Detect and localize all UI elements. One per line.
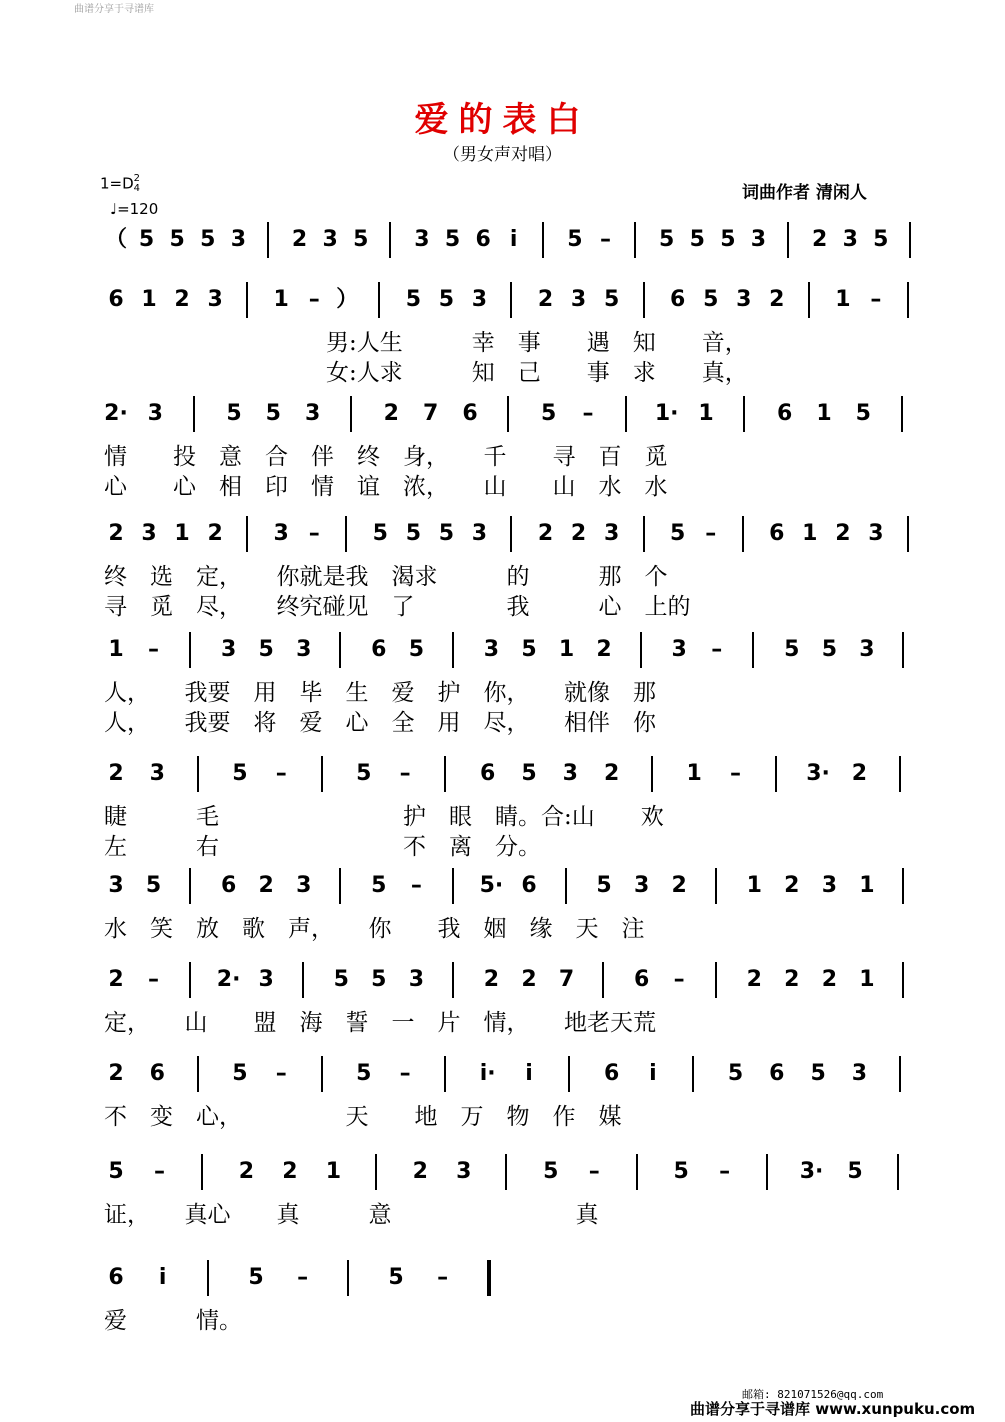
note: 6 [670, 287, 686, 312]
note: i [509, 227, 518, 252]
barline [345, 516, 347, 552]
note: 6 [769, 521, 785, 546]
note: 5 [541, 401, 557, 426]
note: 5 [810, 1061, 826, 1086]
barline [510, 516, 512, 552]
note: 2 [821, 967, 838, 992]
note: – [399, 761, 411, 786]
note: 1 [686, 761, 702, 786]
note: – [588, 1159, 600, 1184]
barline [193, 396, 195, 432]
barline [901, 396, 903, 432]
note: 3 [456, 1159, 472, 1184]
note: 2 [746, 967, 762, 992]
note: 3 [408, 967, 425, 992]
lyric-line: 左 右 不 离 分。 [104, 834, 541, 860]
note: 3 [842, 227, 858, 252]
barline [246, 516, 248, 552]
note: 5 [444, 227, 461, 252]
barline [907, 282, 909, 318]
note: 3 [258, 967, 274, 992]
barline [197, 1056, 199, 1092]
barline [636, 1154, 638, 1190]
note: 1 [558, 637, 575, 662]
note: 1 [698, 401, 714, 426]
barline [347, 1260, 349, 1296]
note: 3 [821, 873, 838, 898]
note: 5 [438, 521, 455, 546]
lyric-line: 爱 情。 [104, 1308, 242, 1334]
note: 5 [356, 761, 372, 786]
note: 5 [405, 521, 422, 546]
note: 3 [859, 637, 875, 662]
note: 2 [108, 967, 124, 992]
note: 1 [816, 401, 832, 426]
note: 3 [220, 637, 237, 662]
note: 5 [543, 1159, 559, 1184]
note: 6 [769, 1061, 785, 1086]
footer-mail: 邮箱: 821071526@qq.com [742, 1388, 884, 1401]
note: 2 [282, 1159, 298, 1184]
note: 6 [777, 401, 793, 426]
note: – [870, 287, 882, 312]
note: – [705, 521, 717, 546]
barline [787, 222, 789, 258]
note: 3 [633, 873, 650, 898]
note: 2 [108, 1061, 124, 1086]
barline [452, 868, 454, 904]
note: 2 [811, 227, 828, 252]
note: – [711, 637, 723, 662]
barline [321, 1056, 323, 1092]
note: 5 [689, 227, 705, 252]
key-label: 1=D [100, 174, 134, 193]
note: 5 [438, 287, 455, 312]
note: 2 [784, 873, 800, 898]
note: – [275, 1061, 287, 1086]
note: – [730, 761, 741, 786]
lyric-line: 女:人求 知 己 事 求 真， [326, 360, 748, 386]
note: 1 [859, 873, 875, 898]
top-watermark: 曲谱分享于寻谱库 [74, 4, 154, 15]
note: – [308, 521, 320, 546]
barline [452, 632, 454, 668]
note: 5 [670, 521, 686, 546]
barline [766, 1154, 768, 1190]
barline [444, 756, 446, 792]
barline [692, 1056, 694, 1092]
barline [201, 1154, 203, 1190]
lyric-line: 证， 真心 真 意 真 [104, 1202, 599, 1228]
tempo-marking: ♩=120 [110, 200, 159, 218]
barline [339, 632, 341, 668]
note: 3 [562, 761, 578, 786]
barline [339, 868, 341, 904]
note: 7 [423, 401, 439, 426]
note: 6 [633, 967, 650, 992]
note: 5 [408, 637, 425, 662]
note: 2 [835, 521, 851, 546]
lyric-line: 寻 觅 尽， 终究碰见 了 我 心 上的 [104, 594, 691, 620]
note: ） [336, 287, 359, 312]
note: 5 [673, 1159, 689, 1184]
lyric-line: 定， 山 盟 海 誓 一 片 情， 地老天荒 [104, 1010, 656, 1036]
note: 2 [784, 967, 800, 992]
note: 1 [174, 521, 190, 546]
note: 5 [567, 227, 583, 252]
barline [775, 756, 777, 792]
barline [715, 868, 717, 904]
note: 6 [603, 1061, 620, 1086]
note: – [410, 873, 422, 898]
barline [189, 632, 191, 668]
barline [643, 282, 645, 318]
barline [389, 222, 391, 258]
note: 6 [108, 287, 124, 312]
note: 3 [414, 227, 430, 252]
note: 2 [596, 637, 612, 662]
lyric-line: 不 变 心， 天 地 万 物 作 媒 [104, 1104, 622, 1130]
note: 3 [296, 873, 312, 898]
barline [197, 756, 199, 792]
note: 5· [479, 873, 504, 898]
barline [302, 962, 304, 998]
note: 5 [784, 637, 800, 662]
note: 5 [226, 401, 242, 426]
note: – [148, 967, 160, 992]
barline [742, 516, 744, 552]
note: 3 [868, 521, 884, 546]
note: 1· [654, 401, 679, 426]
note: 2 [537, 287, 554, 312]
note: 6 [521, 873, 537, 898]
note: 2 [570, 521, 587, 546]
barline [902, 868, 904, 904]
barline [907, 516, 909, 552]
note: 5 [727, 1061, 744, 1086]
lyric-line: 水 笑 放 歌 声， 你 我 姻 缘 天 注 [104, 916, 645, 942]
barline [246, 282, 248, 318]
note: – [308, 287, 320, 312]
time-top: 2 [133, 173, 141, 184]
song-subtitle: （男女声对唱） [443, 145, 562, 165]
note: – [599, 227, 611, 252]
note: 5 [169, 227, 185, 252]
note: 3 [471, 521, 488, 546]
barline [375, 1154, 377, 1190]
barline [752, 632, 754, 668]
note: 5 [596, 873, 612, 898]
barline [542, 222, 544, 258]
note: 1 [108, 637, 124, 662]
note: i [649, 1061, 657, 1086]
note: 1 [325, 1159, 342, 1184]
note: 2 [383, 401, 399, 426]
note: 5 [108, 1159, 124, 1184]
barline [909, 222, 911, 258]
note: 5 [521, 761, 537, 786]
lyric-line: 心 心 相 印 情 谊 浓， 山 山 水 水 [104, 474, 668, 500]
note: 2 [108, 521, 124, 546]
note: 5 [353, 227, 369, 252]
barline [651, 756, 653, 792]
barline [902, 962, 904, 998]
note: 3 [736, 287, 752, 312]
note: 1 [273, 287, 289, 312]
note: 3 [147, 401, 163, 426]
note: 3 [603, 521, 620, 546]
note: 5 [258, 637, 274, 662]
barline [902, 632, 904, 668]
barline [899, 756, 901, 792]
note: 2 [108, 761, 124, 786]
final-barline [487, 1260, 491, 1296]
note: 1 [141, 287, 157, 312]
note: 6 [462, 401, 478, 426]
note: – [153, 1159, 165, 1184]
note: 3 [207, 287, 223, 312]
barline [808, 282, 810, 318]
note: 3 [273, 521, 289, 546]
note: i [525, 1061, 533, 1086]
note: 6 [371, 637, 387, 662]
barline [267, 222, 269, 258]
barline [899, 1056, 901, 1092]
note: 3 [851, 1061, 868, 1086]
note: 2· [104, 401, 128, 426]
barline [189, 962, 191, 998]
time-bottom: 4 [133, 183, 141, 194]
barline [321, 756, 323, 792]
note: 3 [296, 637, 312, 662]
barline [634, 222, 636, 258]
barline [743, 396, 745, 432]
barline [640, 632, 642, 668]
note: 2 [671, 873, 687, 898]
note: 3 [570, 287, 587, 312]
note: 2 [537, 521, 554, 546]
note: – [582, 401, 594, 426]
note: 5 [388, 1265, 404, 1290]
note: 2 [291, 227, 308, 252]
note: 5 [356, 1061, 372, 1086]
barline [568, 1056, 570, 1092]
note: 2 [521, 967, 537, 992]
footer-site: 曲谱分享于寻谱库 www.xunpuku.com [690, 1400, 976, 1418]
note: – [148, 637, 160, 662]
note: 5 [232, 761, 248, 786]
barline [505, 1154, 507, 1190]
note: 3 [471, 287, 488, 312]
note: 3 [750, 227, 767, 252]
note: 2 [238, 1159, 255, 1184]
barline [350, 396, 352, 432]
note: i· [479, 1061, 496, 1086]
note: 2 [207, 521, 223, 546]
barline [602, 962, 604, 998]
barline [897, 1154, 899, 1190]
note: 5 [145, 873, 162, 898]
note: 5 [405, 287, 422, 312]
note: 3 [149, 761, 165, 786]
note: 5 [232, 1061, 248, 1086]
barline [510, 282, 512, 318]
note: 3 [322, 227, 338, 252]
note: 2 [603, 761, 620, 786]
lyric-line: 人， 我要 将 爱 心 全 用 尽， 相伴 你 [104, 710, 656, 736]
note: （ [104, 227, 127, 252]
note: 5 [371, 873, 387, 898]
composer-credit: 词曲作者 清闲人 [742, 183, 867, 203]
note: 3 [230, 227, 247, 252]
note: 5 [603, 287, 620, 312]
note: 3· [806, 761, 830, 786]
note: 2· [216, 967, 241, 992]
note: 5 [138, 227, 155, 252]
note: 5 [521, 637, 537, 662]
note: 1 [746, 873, 762, 898]
note: 3 [108, 873, 124, 898]
barline [189, 868, 191, 904]
note: 6 [220, 873, 237, 898]
note: 3 [141, 521, 157, 546]
note: 5 [703, 287, 719, 312]
note: 6 [475, 227, 491, 252]
song-title: 爱的表白 [414, 100, 591, 140]
lyric-line: 人， 我要 用 毕 生 爱 护 你， 就像 那 [104, 680, 656, 706]
note: 2 [769, 287, 785, 312]
note: 5 [821, 637, 838, 662]
barline [378, 282, 380, 318]
note: 2 [483, 967, 500, 992]
note: – [399, 1061, 411, 1086]
barline [565, 868, 567, 904]
note: 5 [333, 967, 349, 992]
note: 5 [248, 1265, 264, 1290]
note: 5 [855, 401, 871, 426]
note: 5 [372, 521, 388, 546]
note: 5 [371, 967, 387, 992]
barline [625, 396, 627, 432]
barline [643, 516, 645, 552]
note: 5 [200, 227, 216, 252]
barline [452, 962, 454, 998]
note: 5 [873, 227, 889, 252]
note: 2 [174, 287, 190, 312]
note: – [275, 761, 287, 786]
barline [444, 1056, 446, 1092]
lyric-line: 睫 毛 护 眼 睛。合:山 欢 [104, 804, 664, 830]
note: 5 [265, 401, 281, 426]
note: – [297, 1265, 309, 1290]
note: 5 [720, 227, 736, 252]
lyric-line: 男:人生 幸 事 遇 知 音， [326, 330, 748, 356]
note: 3 [671, 637, 687, 662]
note: 5 [847, 1159, 863, 1184]
note: 2 [258, 873, 274, 898]
note: 2 [412, 1159, 428, 1184]
note: – [719, 1159, 731, 1184]
note: 5 [659, 227, 675, 252]
note: 1 [835, 287, 851, 312]
note: 3 [483, 637, 500, 662]
note: 1 [802, 521, 818, 546]
note: 6 [480, 761, 496, 786]
note: 2 [851, 761, 868, 786]
barline [715, 962, 717, 998]
note: i [158, 1265, 167, 1290]
note: 3 [305, 401, 321, 426]
note: – [673, 967, 685, 992]
lyric-line: 终 选 定， 你就是我 渴求 的 那 个 [104, 564, 668, 590]
lyric-line: 情 投 意 合 伴 终 身， 千 寻 百 觅 [104, 444, 668, 470]
note: 7 [558, 967, 575, 992]
note: 6 [108, 1265, 124, 1290]
barline [207, 1260, 209, 1296]
note: 1 [859, 967, 875, 992]
note: 3· [799, 1159, 824, 1184]
note: 6 [149, 1061, 165, 1086]
note: – [437, 1265, 449, 1290]
barline [507, 396, 509, 432]
